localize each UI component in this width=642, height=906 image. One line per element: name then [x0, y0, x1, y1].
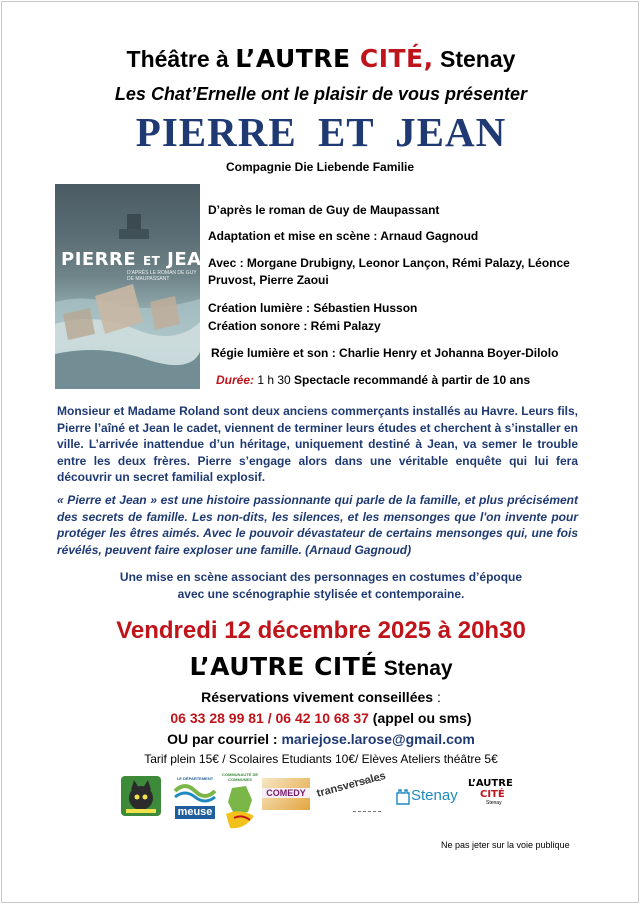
- duration-line: [216, 373, 530, 387]
- chaternelle-logo: [121, 776, 161, 816]
- transversales-lines: [353, 780, 381, 812]
- show-title: PIERRE ET JEAN: [135, 109, 507, 155]
- header-venue-a: L’AUTRE: [235, 44, 360, 73]
- communaute-logo-text: COMMUNAUTÉ DE COMMUNES: [222, 772, 258, 782]
- phone-suffix: (appel ou sms): [368, 710, 472, 726]
- presenter-line: Les Chat’Ernelle ont le plaisir de vous présenter: [114, 84, 528, 104]
- phone-numbers[interactable]: 06 33 28 99 81 / 06 42 10 68 37: [170, 710, 369, 726]
- age-recommendation: Spectacle recommandé à partir de 10 ans: [294, 373, 531, 387]
- poster-artwork: [55, 184, 200, 389]
- poster-title-a: PIERRE: [61, 249, 137, 270]
- autre-cite-logo-a: L’AUTRE: [468, 778, 513, 789]
- communaute-logo: [220, 772, 260, 836]
- castle-icon: [396, 788, 410, 804]
- header-city: Stenay: [433, 46, 516, 72]
- tagline-line-2: avec une scénographie stylisée et contemporaine.: [177, 587, 465, 601]
- poster-title-b: ET: [142, 254, 161, 268]
- stenay-logo-text: Stenay: [411, 787, 458, 804]
- company-name: Compagnie Die Liebende Familie: [226, 160, 415, 174]
- poster-title-c: JEAN: [167, 249, 218, 270]
- reservations-colon: :: [433, 689, 441, 705]
- email-label: OU par courriel :: [167, 731, 282, 747]
- reservations: [0, 689, 642, 705]
- phone-line: [0, 710, 642, 726]
- communaute-map-icon: [220, 782, 260, 834]
- meuse-wave-icon: [175, 781, 215, 801]
- director-quote: « Pierre et Jean » est une histoire passionnante qui parle de la famille, et plus précisément des secrets de famille. Les non-dits, les silences, et les mensonges que l'on invente pour protéger les êtres aimés. Avec le pouvoir dévastateur de certains mensonges qui, une fois révélés, peuvent faire exploser une famille. (Arnaud Gagnoud): [57, 493, 578, 557]
- duration-value: 1 h 30: [254, 373, 295, 387]
- header-line: [0, 44, 642, 73]
- meuse-logo-text: meuse: [175, 806, 215, 819]
- email-address[interactable]: mariejose.larose@gmail.com: [281, 731, 475, 747]
- poster-title: [61, 249, 218, 270]
- credit-cast-1: Avec : Morgane Drubigny, Leonor Lançon, Rémi Palazy, Léonce: [208, 256, 570, 270]
- comedy-logo-text: COMEDY: [262, 788, 310, 798]
- autre-cite-logo-c: Stenay: [486, 800, 502, 806]
- duration-label: Durée:: [216, 373, 255, 387]
- autre-cite-logo-b: CITÉ: [480, 789, 505, 800]
- footer-note: Ne pas jeter sur la voie publique: [441, 840, 570, 850]
- pricing: Tarif plein 15€ / Scolaires Etudiants 10€/ Elèves Ateliers théâtre 5€: [144, 752, 498, 766]
- autre-cite-logo: [468, 778, 518, 808]
- event-venue: [0, 652, 642, 682]
- venue-city: Stenay: [377, 657, 453, 680]
- credit-adaptation: Adaptation et mise en scène : Arnaud Gagnoud: [208, 229, 479, 243]
- show-poster: [55, 184, 218, 389]
- poster-subtitle: D'APRÈS LE ROMAN DE GUY DE MAUPASSANT: [127, 270, 197, 282]
- cat-icon: [121, 776, 161, 816]
- tagline-line-1: Une mise en scène associant des personnages en costumes d’époque: [119, 570, 523, 584]
- credit-novel: D’après le roman de Guy de Maupassant: [208, 203, 440, 217]
- credit-sound: Création sonore : Rémi Palazy: [208, 319, 381, 333]
- credit-regie: Régie lumière et son : Charlie Henry et Johanna Boyer-Dilolo: [211, 346, 559, 360]
- header-prefix: Théâtre à: [126, 46, 236, 72]
- venue-name: L’AUTRE CITÉ: [189, 652, 378, 681]
- meuse-logo: [175, 776, 215, 818]
- header-venue-b: CITÉ,: [359, 44, 434, 73]
- transversales-logo-text: transversales: [315, 769, 388, 800]
- comedy-logo: [262, 778, 310, 810]
- email-line: [0, 731, 642, 747]
- event-date: Vendredi 12 décembre 2025 à 20h30: [116, 617, 526, 644]
- credit-lighting: Création lumière : Sébastien Husson: [208, 301, 418, 315]
- synopsis: Monsieur et Madame Roland sont deux anciens commerçants installés au Havre. Leurs fils, Pierre l’aîné et Jean le cadet, viennent de terminer leurs études et cherchent à s’installer en ville. L’arrivée inattendue d’un héritage, uniquement destiné à Jean, va semer le trouble entre les deux frères. Pierre s’engage alors dans une véritable enquête qui lui fera découvrir un secret familial explosif.: [57, 404, 578, 485]
- reservations-label: Réservations vivement conseillées: [201, 689, 434, 705]
- credit-cast-2: Pruvost, Pierre Zaoui: [208, 273, 329, 287]
- meuse-logo-top: LE DÉPARTEMENT: [176, 776, 214, 781]
- transversales-logo: [315, 769, 388, 816]
- stenay-logo: [396, 786, 466, 806]
